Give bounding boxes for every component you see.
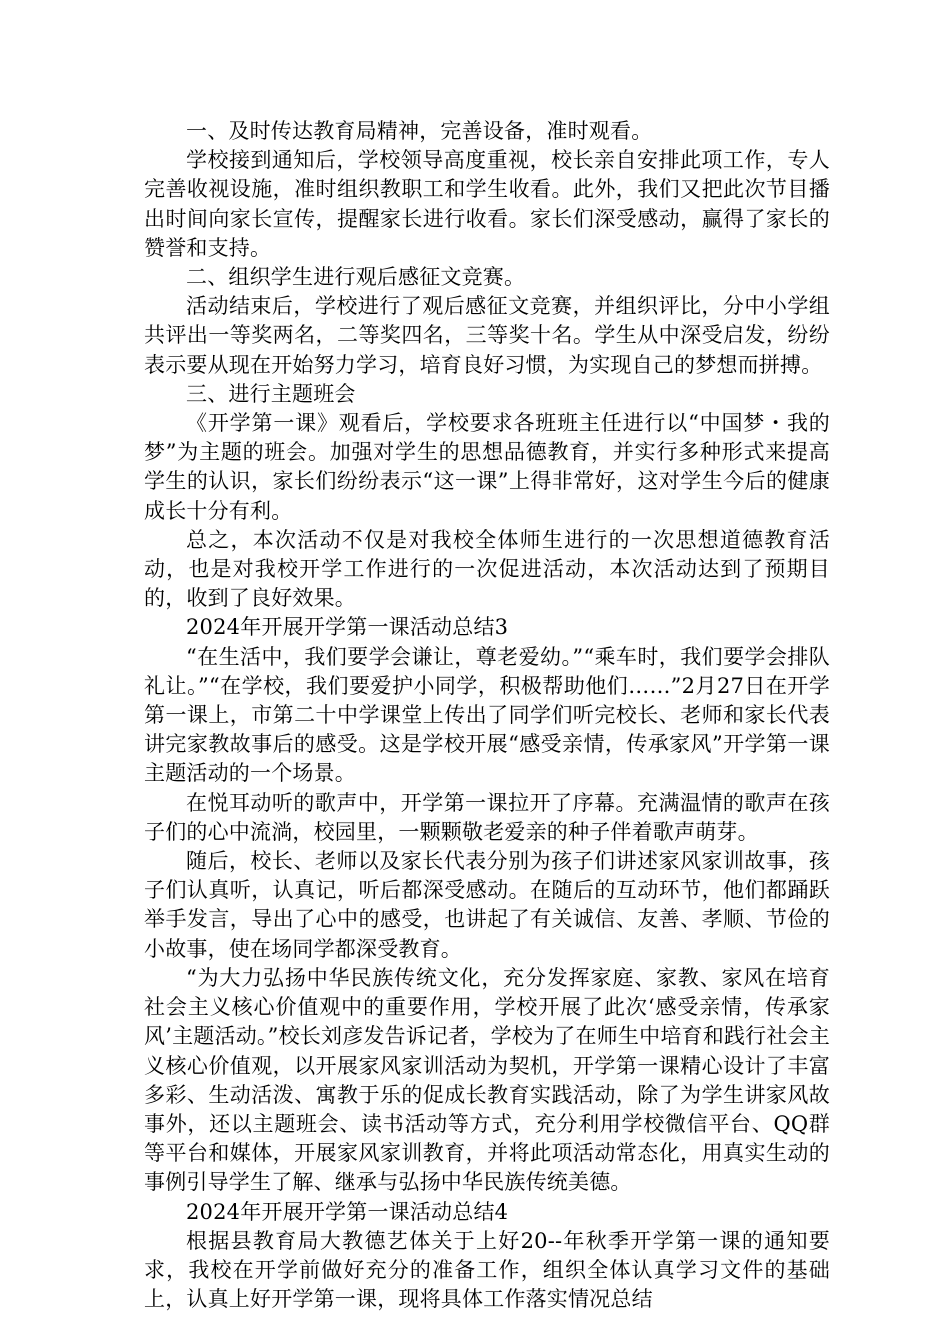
- section-heading-1: 一、及时传达教育局精神，完善设备，准时观看。: [186, 119, 653, 143]
- paragraph: “在生活中，我们要学会谦让，尊老爱幼。”“乘车时，我们要学会排队礼让。”“在学校，我们要爱护小同学，积极帮助他们……”2月27日在开学第一课上，市第二十中学课堂上传出了同学们听完校长、老师和家长代表讲完家教故事后的感受。这是学校开展“感受亲情，传承家风”开学第一课主题活动的一个场景。: [144, 644, 830, 786]
- section-heading-2: 二、组织学生进行观后感征文竞赛。: [186, 265, 526, 290]
- document-body: [144, 117, 830, 1314]
- paragraph: 根据县教育局大教德艺体关于上好20--年秋季开学第一课的通知要求，我校在开学前做好充分的准备工作，组织全体认真学习文件的基础上，认真上好开学第一课，现将具体工作落实情况总结: [144, 1228, 830, 1312]
- paragraph: 总之，本次活动不仅是对我校全体师生进行的一次思想道德教育活动，也是对我校开学工作进行的一次促进活动，本次活动达到了预期目的，收到了良好效果。: [144, 527, 830, 611]
- paragraph: 学校接到通知后，学校领导高度重视，校长亲自安排此项工作，专人完善收视设施，准时组织教职工和学生收看。此外，我们又把此次节目播出时间向家长宣传，提醒家长进行收看。家长们深受感动，赢得了家长的赞誉和支持。: [144, 148, 830, 260]
- paragraph: 活动结束后，学校进行了观后感征文竞赛，并组织评比，分中小学组共评出一等奖两名，二等奖四名，三等奖十名。学生从中深受启发，纷纷表示要从现在开始努力学习，培育良好习惯，为实现自己的梦想而拼搏。: [144, 294, 830, 377]
- paragraph: 《开学第一课》观看后，学校要求各班班主任进行以“中国梦・我的梦”为主题的班会。加强对学生的思想品德教育，并实行多种形式来提高学生的认识，家长们纷纷表示“这一课”上得非常好，这对学生今后的健康成长十分有利。: [144, 411, 830, 523]
- section-heading-3: 三、进行主题班会: [186, 381, 356, 406]
- paragraph: 在悦耳动听的歌声中，开学第一课拉开了序幕。充满温情的歌声在孩子们的心中流淌，校园里，一颗颗敬老爱亲的种子伴着歌声萌芽。: [144, 790, 830, 844]
- article-title-4: 2024年开展开学第一课活动总结4: [186, 1199, 509, 1224]
- paragraph: 随后，校长、老师以及家长代表分别为孩子们讲述家风家训故事，孩子们认真听，认真记，听后都深受感动。在随后的互动环节，他们都踊跃举手发言，导出了心中的感受，也讲起了有关诚信、友善、孝顺、节俭的小故事，使在场同学都深受教育。: [144, 849, 830, 961]
- article-title-3: 2024年开展开学第一课活动总结3: [186, 615, 509, 640]
- paragraph: “为大力弘扬中华民族传统文化，充分发挥家庭、家教、家风在培育社会主义核心价值观中的重要作用，学校开展了此次‘感受亲情，传承家风’主题活动。”校长刘彦发告诉记者，学校为了在师生中培育和践行社会主义核心价值观，以开展家风家训活动为契机，开学第一课精心设计了丰富多彩、生动活泼、寓教于乐的促成长教育实践活动，除了为学生讲家风故事外，还以主题班会、读书活动等方式，充分利用学校微信平台、QQ群等平台和媒体，开展家风家训教育，并将此项活动常态化，用真实生动的事例引导学生了解、继承与弘扬中华民族传统美德。: [144, 965, 830, 1195]
